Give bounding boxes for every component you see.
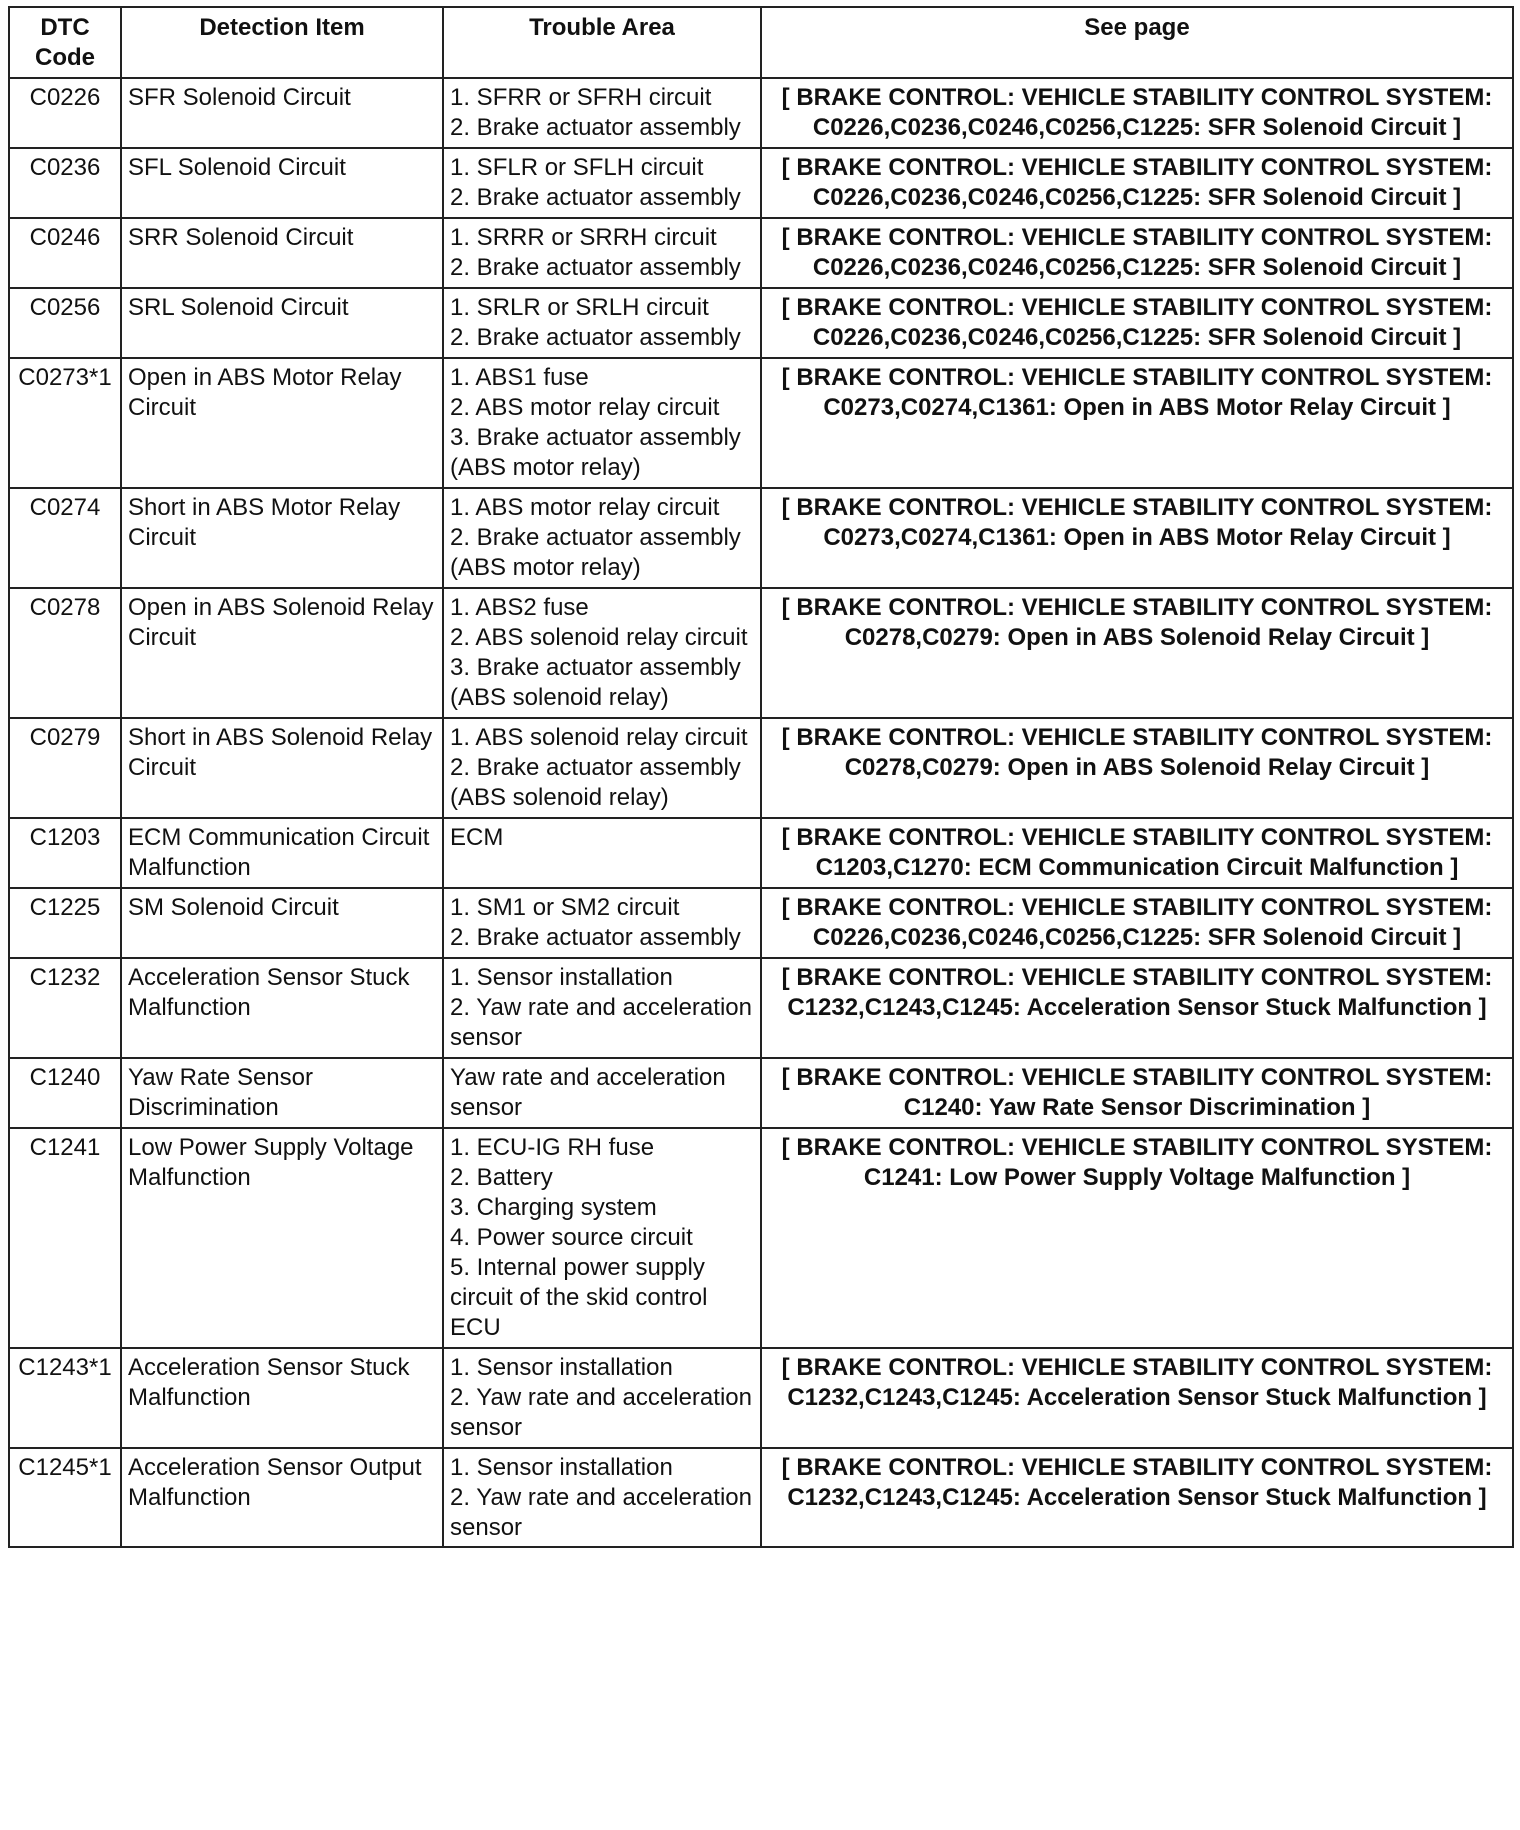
dtc-code-cell: C1203: [9, 818, 121, 888]
detection-item-cell: Open in ABS Motor Relay Circuit: [121, 358, 443, 488]
dtc-code-cell: C1225: [9, 888, 121, 958]
table-row: [9, 958, 1513, 1058]
dtc-code-cell: C1241: [9, 1128, 121, 1348]
header-see-page: See page: [761, 7, 1513, 78]
trouble-area-item: 1. SRLR or SRLH circuit: [450, 294, 709, 321]
see-page-reference: [ BRAKE CONTROL: VEHICLE STABILITY CONTROL SYSTEM: C1241: Low Power Supply Voltage Malfunction ]: [761, 1128, 1513, 1348]
trouble-area-item: 2. Brake actuator assembly: [450, 184, 741, 211]
detection-item-cell: SRL Solenoid Circuit: [121, 288, 443, 358]
table-row: [9, 888, 1513, 958]
see-page-reference: [ BRAKE CONTROL: VEHICLE STABILITY CONTROL SYSTEM: C0273,C0274,C1361: Open in ABS Motor Relay Circuit ]: [761, 488, 1513, 588]
trouble-area-item: 2. Brake actuator assembly: [450, 254, 741, 281]
trouble-area-item: 2. Battery: [450, 1164, 553, 1191]
dtc-code-cell: C1240: [9, 1058, 121, 1128]
header-detection-item: Detection Item: [121, 7, 443, 78]
trouble-area-item: 1. ABS1 fuse: [450, 364, 589, 391]
table-row: [9, 1448, 1513, 1547]
dtc-code-cell: C1243*1: [9, 1348, 121, 1448]
dtc-code-cell: C0273*1: [9, 358, 121, 488]
see-page-reference: [ BRAKE CONTROL: VEHICLE STABILITY CONTROL SYSTEM: C0226,C0236,C0246,C0256,C1225: SFR Solenoid Circuit ]: [761, 148, 1513, 218]
header-trouble-area: Trouble Area: [443, 7, 761, 78]
trouble-area-cell: [443, 148, 761, 218]
table-row: [9, 818, 1513, 888]
table-row: [9, 218, 1513, 288]
trouble-area-cell: [443, 958, 761, 1058]
trouble-area-item: 1. SFLR or SFLH circuit: [450, 154, 704, 181]
dtc-code-cell: C0279: [9, 718, 121, 818]
dtc-code-cell: C1232: [9, 958, 121, 1058]
table-row: [9, 488, 1513, 588]
trouble-area-item: 2. Brake actuator assembly (ABS motor relay): [450, 524, 741, 581]
trouble-area-item: 2. Yaw rate and acceleration sensor: [450, 1384, 752, 1441]
table-row: [9, 358, 1513, 488]
trouble-area-item: 2. ABS solenoid relay circuit: [450, 624, 748, 651]
trouble-area-item: 2. Yaw rate and acceleration sensor: [450, 1484, 752, 1541]
see-page-reference: [ BRAKE CONTROL: VEHICLE STABILITY CONTROL SYSTEM: C1203,C1270: ECM Communication Circuit Malfunction ]: [761, 818, 1513, 888]
detection-item-cell: Open in ABS Solenoid Relay Circuit: [121, 588, 443, 718]
trouble-area-item: 1. Sensor installation: [450, 1454, 673, 1481]
table-row: [9, 1058, 1513, 1128]
trouble-area-item: 1. Sensor installation: [450, 964, 673, 991]
see-page-reference: [ BRAKE CONTROL: VEHICLE STABILITY CONTROL SYSTEM: C1232,C1243,C1245: Acceleration Sensor Stuck Malfunction ]: [761, 958, 1513, 1058]
trouble-area-cell: [443, 288, 761, 358]
trouble-area-item: 3. Charging system: [450, 1194, 657, 1221]
trouble-area-item: 1. ABS solenoid relay circuit: [450, 724, 748, 751]
see-page-reference: [ BRAKE CONTROL: VEHICLE STABILITY CONTROL SYSTEM: C0226,C0236,C0246,C0256,C1225: SFR Solenoid Circuit ]: [761, 288, 1513, 358]
trouble-area-item: 2. Brake actuator assembly: [450, 114, 741, 141]
header-dtc-code: [9, 7, 121, 78]
detection-item-cell: SRR Solenoid Circuit: [121, 218, 443, 288]
detection-item-cell: SFL Solenoid Circuit: [121, 148, 443, 218]
detection-item-cell: Acceleration Sensor Output Malfunction: [121, 1448, 443, 1547]
trouble-area-item: ECM: [450, 824, 504, 851]
see-page-reference: [ BRAKE CONTROL: VEHICLE STABILITY CONTROL SYSTEM: C0278,C0279: Open in ABS Solenoid Relay Circuit ]: [761, 588, 1513, 718]
trouble-area-item: 1. SRRR or SRRH circuit: [450, 224, 717, 251]
trouble-area-item: 4. Power source circuit: [450, 1224, 693, 1251]
detection-item-cell: SFR Solenoid Circuit: [121, 78, 443, 148]
detection-item-cell: Short in ABS Motor Relay Circuit: [121, 488, 443, 588]
trouble-area-item: 1. SM1 or SM2 circuit: [450, 894, 680, 921]
trouble-area-cell: [443, 1128, 761, 1348]
see-page-reference: [ BRAKE CONTROL: VEHICLE STABILITY CONTROL SYSTEM: C0273,C0274,C1361: Open in ABS Motor Relay Circuit ]: [761, 358, 1513, 488]
header-dtc-code-line2: Code: [35, 44, 95, 71]
trouble-area-item: 5. Internal power supply circuit of the skid control ECU: [450, 1254, 708, 1341]
trouble-area-item: 2. ABS motor relay circuit: [450, 394, 720, 421]
header-dtc-code-line1: DTC: [40, 14, 90, 41]
dtc-code-cell: C0236: [9, 148, 121, 218]
detection-item-cell: SM Solenoid Circuit: [121, 888, 443, 958]
trouble-area-cell: [443, 1348, 761, 1448]
table-row: [9, 718, 1513, 818]
dtc-table: [8, 6, 1514, 1548]
see-page-reference: [ BRAKE CONTROL: VEHICLE STABILITY CONTROL SYSTEM: C1232,C1243,C1245: Acceleration Sensor Stuck Malfunction ]: [761, 1348, 1513, 1448]
trouble-area-cell: [443, 1058, 761, 1128]
detection-item-cell: Acceleration Sensor Stuck Malfunction: [121, 1348, 443, 1448]
dtc-code-cell: C1245*1: [9, 1448, 121, 1547]
table-row: [9, 288, 1513, 358]
trouble-area-item: 1. Sensor installation: [450, 1354, 673, 1381]
dtc-code-cell: C0256: [9, 288, 121, 358]
table-header: [9, 7, 1513, 78]
detection-item-cell: Low Power Supply Voltage Malfunction: [121, 1128, 443, 1348]
see-page-reference: [ BRAKE CONTROL: VEHICLE STABILITY CONTROL SYSTEM: C1240: Yaw Rate Sensor Discrimination ]: [761, 1058, 1513, 1128]
see-page-reference: [ BRAKE CONTROL: VEHICLE STABILITY CONTROL SYSTEM: C1232,C1243,C1245: Acceleration Sensor Stuck Malfunction ]: [761, 1448, 1513, 1547]
table-row: [9, 1348, 1513, 1448]
detection-item-cell: Short in ABS Solenoid Relay Circuit: [121, 718, 443, 818]
dtc-code-cell: C0274: [9, 488, 121, 588]
trouble-area-item: 2. Brake actuator assembly: [450, 924, 741, 951]
trouble-area-cell: [443, 488, 761, 588]
table-row: [9, 78, 1513, 148]
trouble-area-item: 2. Brake actuator assembly: [450, 324, 741, 351]
see-page-reference: [ BRAKE CONTROL: VEHICLE STABILITY CONTROL SYSTEM: C0226,C0236,C0246,C0256,C1225: SFR Solenoid Circuit ]: [761, 218, 1513, 288]
trouble-area-cell: [443, 588, 761, 718]
trouble-area-item: Yaw rate and acceleration sensor: [450, 1064, 726, 1121]
table-body: [9, 78, 1513, 1547]
trouble-area-cell: [443, 888, 761, 958]
trouble-area-cell: [443, 358, 761, 488]
table-row: [9, 588, 1513, 718]
detection-item-cell: Yaw Rate Sensor Discrimination: [121, 1058, 443, 1128]
trouble-area-item: 1. SFRR or SFRH circuit: [450, 84, 712, 111]
trouble-area-item: 1. ECU-IG RH fuse: [450, 1134, 655, 1161]
detection-item-cell: Acceleration Sensor Stuck Malfunction: [121, 958, 443, 1058]
trouble-area-item: 1. ABS motor relay circuit: [450, 494, 720, 521]
see-page-reference: [ BRAKE CONTROL: VEHICLE STABILITY CONTROL SYSTEM: C0226,C0236,C0246,C0256,C1225: SFR Solenoid Circuit ]: [761, 888, 1513, 958]
header-row: [9, 7, 1513, 78]
trouble-area-cell: [443, 718, 761, 818]
trouble-area-cell: [443, 1448, 761, 1547]
see-page-reference: [ BRAKE CONTROL: VEHICLE STABILITY CONTROL SYSTEM: C0278,C0279: Open in ABS Solenoid Relay Circuit ]: [761, 718, 1513, 818]
dtc-code-cell: C0226: [9, 78, 121, 148]
table-row: [9, 1128, 1513, 1348]
trouble-area-cell: [443, 218, 761, 288]
see-page-reference: [ BRAKE CONTROL: VEHICLE STABILITY CONTROL SYSTEM: C0226,C0236,C0246,C0256,C1225: SFR Solenoid Circuit ]: [761, 78, 1513, 148]
detection-item-cell: ECM Communication Circuit Malfunction: [121, 818, 443, 888]
trouble-area-item: 2. Yaw rate and acceleration sensor: [450, 994, 752, 1051]
dtc-code-cell: C0278: [9, 588, 121, 718]
trouble-area-item: 3. Brake actuator assembly (ABS solenoid relay): [450, 654, 741, 711]
dtc-code-cell: C0246: [9, 218, 121, 288]
trouble-area-cell: [443, 818, 761, 888]
trouble-area-item: 2. Brake actuator assembly (ABS solenoid relay): [450, 754, 741, 811]
table-row: [9, 148, 1513, 218]
trouble-area-item: 3. Brake actuator assembly (ABS motor relay): [450, 424, 741, 481]
trouble-area-cell: [443, 78, 761, 148]
trouble-area-item: 1. ABS2 fuse: [450, 594, 589, 621]
